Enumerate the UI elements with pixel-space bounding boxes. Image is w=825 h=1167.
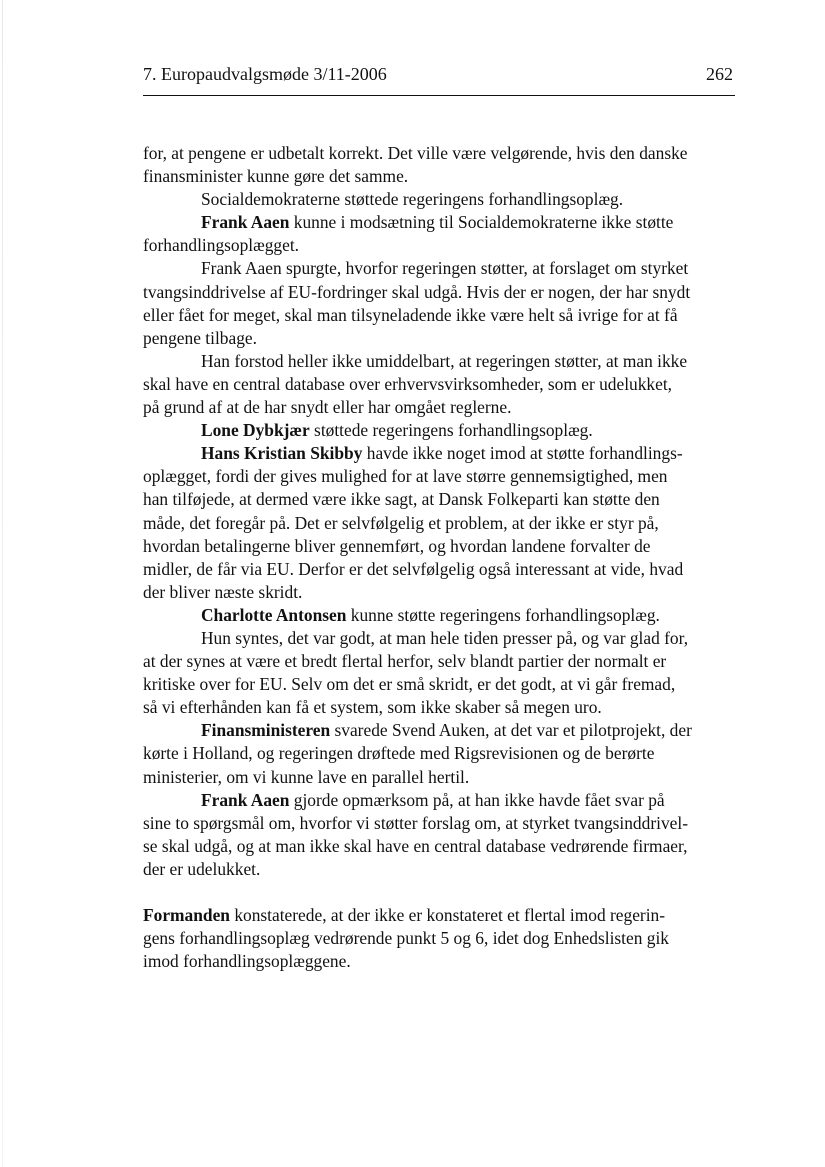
text-line: sine to spørgsmål om, hvorfor vi støtter forslag om, at styrket tvangsinddrivel- (143, 812, 688, 833)
speaker-name: Lone Dybkjær (201, 420, 310, 441)
text-line: forhandlingsoplægget. (143, 235, 300, 256)
text-line: måde, det foregår på. Det er selvfølgelig et problem, at der ikke er styr på, (143, 512, 659, 533)
text-line: Frank Aaen kunne i modsætning til Socialdemokraterne ikke støtte (201, 212, 674, 233)
speaker-name: Hans Kristian Skibby (201, 443, 363, 464)
paragraph-gap (143, 881, 735, 904)
text-line: Frank Aaen spurgte, hvorfor regeringen støtter, at forslaget om styrket (201, 258, 689, 279)
speaker-name: Frank Aaen (201, 212, 290, 233)
text-line: på grund af at de har snydt eller har omgået reglerne. (143, 397, 512, 418)
text-line: der er udelukket. (143, 858, 261, 879)
text-line: gens forhandlingsoplæg vedrørende punkt 5 og 6, idet dog Enhedslisten gik (143, 928, 669, 949)
scan-edge-shadow (2, 0, 3, 1167)
text-line: Socialdemokraterne støttede regeringens forhandlingsoplæg. (201, 189, 624, 210)
text-line: kørte i Holland, og regeringen drøftede med Rigsrevisionen og de berørte (143, 743, 655, 764)
text-line: midler, de får via EU. Derfor er det selvfølgelig også interessant at vide, hvad (143, 558, 684, 579)
speaker-name: Finansministeren (201, 720, 331, 741)
text-line: oplægget, fordi der gives mulighed for at lave større gennemsigtighed, men (143, 466, 668, 487)
text-line: at der synes at være et bredt flertal herfor, selv blandt partier der normalt er (143, 651, 667, 672)
text-line: Hun syntes, det var godt, at man hele tiden presser på, og var glad for, (201, 627, 689, 648)
speaker-name: Charlotte Antonsen (201, 604, 347, 625)
text-line: han tilføjede, at dermed være ikke sagt, at Dansk Folkeparti kan støtte den (143, 489, 660, 510)
speaker-name: Formanden (143, 905, 230, 926)
text-line: Hans Kristian Skibby havde ikke noget imod at støtte forhandlings- (201, 443, 683, 464)
text-line: Charlotte Antonsen kunne støtte regeringens forhandlingsoplæg. (201, 604, 660, 625)
text-line: Lone Dybkjær støttede regeringens forhandlingsoplæg. (201, 420, 593, 441)
text-line: Formanden konstaterede, at der ikke er konstateret et flertal imod regerin- (143, 905, 666, 926)
text-line: se skal udgå, og at man ikke skal have en central database vedrørende firmaer, (143, 835, 688, 856)
minutes-body (143, 142, 735, 973)
page-header (143, 63, 735, 96)
text-line: imod forhandlingsoplæggene. (143, 951, 351, 972)
text-line: Frank Aaen gjorde opmærksom på, at han ikke havde fået svar på (201, 789, 665, 810)
text-line: Han forstod heller ikke umiddelbart, at regeringen støtter, at man ikke (201, 350, 688, 371)
text-line: hvordan betalingerne bliver gennemført, og hvordan landene forvalter de (143, 535, 651, 556)
text-line: tvangsinddrivelse af EU-fordringer skal udgå. Hvis der er nogen, der har snydt (143, 281, 691, 302)
page-number: 262 (706, 64, 733, 84)
text-line: kritiske over for EU. Selv om det er små skridt, er det godt, at vi går fremad, (143, 674, 676, 695)
text-line: eller fået for meget, skal man tilsyneladende ikke være helt så ivrige for at få (143, 304, 678, 325)
speaker-name: Frank Aaen (201, 789, 290, 810)
text-line: skal have en central database over erhvervsvirksomheder, som er udelukket, (143, 373, 673, 394)
text-line: ministerier, om vi kunne lave en parallel hertil. (143, 766, 470, 787)
text-line: pengene tilbage. (143, 327, 257, 348)
text-line: for, at pengene er udbetalt korrekt. Det ville være velgørende, hvis den danske (143, 143, 688, 163)
text-line: så vi efterhånden kan få et system, som ikke skaber så megen uro. (143, 697, 602, 718)
text-line: finansminister kunne gøre det samme. (143, 166, 409, 187)
text-line: Finansministeren svarede Svend Auken, at det var et pilotprojekt, der (201, 720, 692, 741)
header-title: 7. Europaudvalgsmøde 3/11-2006 (143, 64, 387, 84)
text-line: der bliver næste skridt. (143, 581, 303, 602)
